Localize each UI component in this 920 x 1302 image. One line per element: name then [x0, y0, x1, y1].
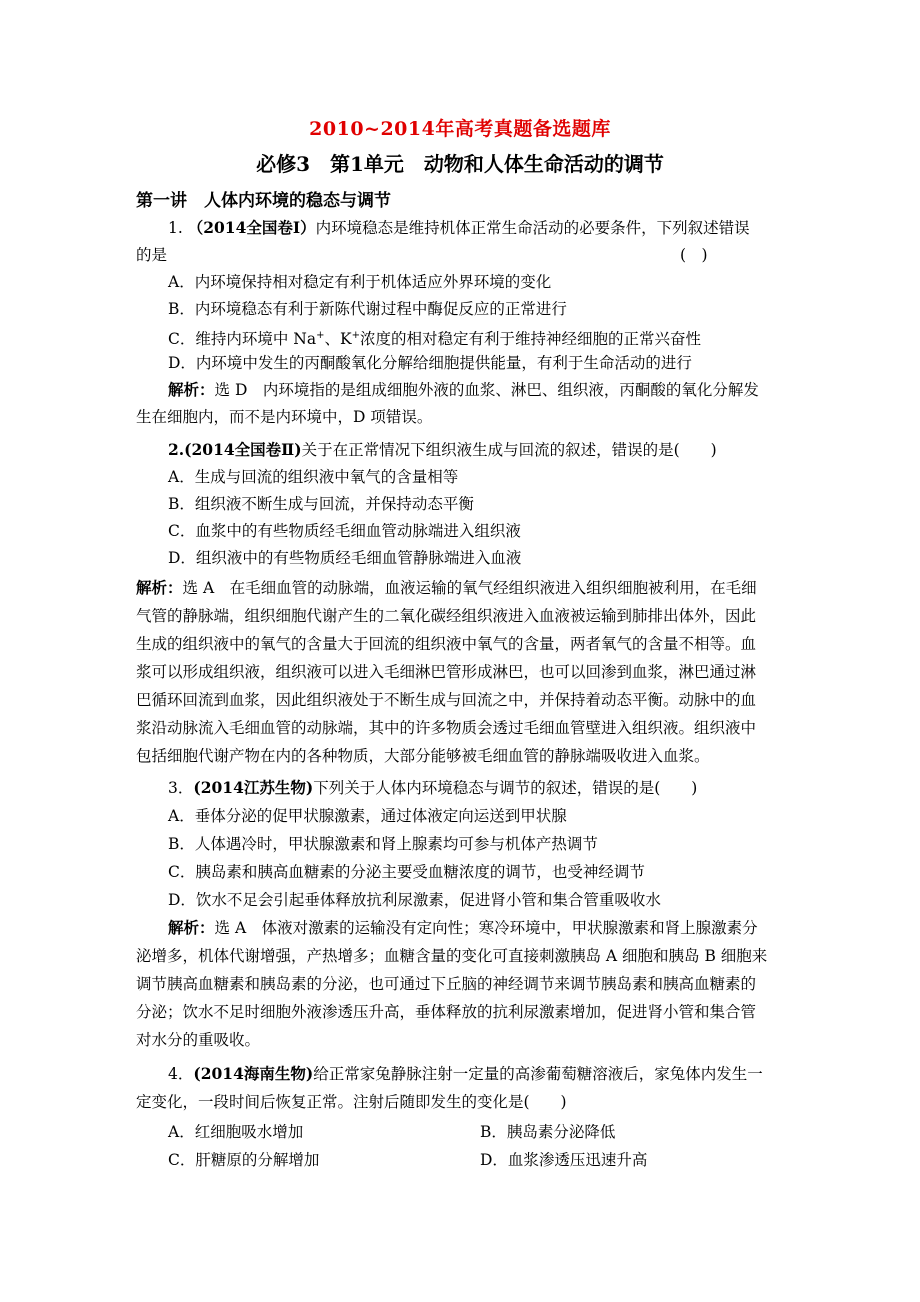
q1-stem-text: 内环境稳态是维持机体正常生命活动的必要条件，下列叙述错误	[315, 219, 750, 237]
q1-option-a: A．内环境保持相对稳定有利于机体适应外界环境的变化	[168, 273, 552, 291]
q2-stem-text: 关于在正常情况下组织液生成与回流的叙述，错误的是( )	[301, 441, 717, 459]
q1-option-c	[168, 326, 701, 349]
q1-stem-line-2: 的是	[136, 246, 168, 264]
q1-option-c-text-2: 、K	[324, 330, 352, 348]
q1-analysis-line-2: 生在细胞内，而不是内环境中，D 项错误。	[136, 408, 433, 426]
q4-stem-line-2: 定变化，一段时间后恢复正常。注射后随即发生的变化是( )	[136, 1093, 567, 1111]
q2-option-d: D．组织液中的有些物质经毛细血管静脉端进入血液	[168, 549, 522, 567]
q1-option-c-text-3: 浓度的相对稳定有利于维持神经细胞的正常兴奋性	[359, 330, 701, 348]
q2-option-a: A．生成与回流的组织液中氧气的含量相等	[168, 468, 459, 486]
unit-title: 必修3 第1单元 动物和人体生命活动的调节	[256, 152, 664, 176]
q2-option-b: B．组织液不断生成与回流，并保持动态平衡	[168, 495, 474, 513]
q1-analysis-line-1	[168, 380, 759, 400]
q1-option-c-sup-2: +	[351, 330, 360, 341]
q1-answer-paren: ( )	[680, 246, 708, 264]
q3-analysis-line-2: 泌增多，机体代谢增强，产热增多；血糖含量的变化可直接刺激胰岛 A 细胞和胰岛 B 细胞来	[136, 947, 768, 965]
q3-number: 3．	[168, 779, 194, 797]
q3-analysis-line-3: 调节胰高血糖素和胰岛素的分泌，也可通过下丘脑的神经调节来调节胰岛素和胰高血糖素的	[136, 975, 757, 993]
q1-source: （2014全国卷Ⅰ）	[187, 218, 316, 237]
q4-option-d: D．血浆渗透压迅速升高	[480, 1151, 648, 1169]
q3-analysis-line-4: 分泌；饮水不足时细胞外液渗透压升高，垂体释放的抗利尿激素增加，促进肾小管和集合管	[136, 1003, 757, 1021]
q1-number: 1.	[168, 219, 183, 237]
q2-analysis-text: 选 A 在毛细血管的动脉端，血液运输的氧气经组织液进入组织细胞被利用，在毛细	[182, 579, 757, 597]
q3-option-a: A．垂体分泌的促甲状腺激素，通过体液定向运送到甲状腺	[168, 807, 567, 825]
q4-option-c: C．肝糖原的分解增加	[168, 1151, 320, 1169]
q3-source: (2014江苏生物)	[193, 778, 314, 797]
q4-number: 4．	[168, 1065, 194, 1083]
q1-option-c-text-1: C．维持内环境中 Na	[168, 330, 317, 348]
q4-option-b: B．胰岛素分泌降低	[480, 1123, 616, 1141]
q2-analysis-line-5: 巴循环回流到血浆，因此组织液处于不断生成与回流之中，并保持着动态平衡。动脉中的血	[136, 691, 757, 709]
q1-analysis-label: 解析：	[168, 380, 215, 399]
q2-option-c: C．血浆中的有些物质经毛细血管动脉端进入组织液	[168, 522, 521, 540]
q2-analysis-label: 解析：	[136, 578, 183, 597]
q4-source: (2014海南生物)	[193, 1064, 314, 1083]
q1-analysis-text: 选 D 内环境指的是组成细胞外液的血浆、淋巴、组织液，丙酮酸的氧化分解发	[214, 381, 759, 399]
q3-analysis-line-5: 对水分的重吸收。	[136, 1031, 261, 1049]
q2-number-source: 2.(2014全国卷Ⅱ)	[168, 440, 302, 459]
q3-stem-text: 下列关于人体内环境稳态与调节的叙述，错误的是( )	[313, 779, 698, 797]
q1-option-b: B．内环境稳态有利于新陈代谢过程中酶促反应的正常进行	[168, 300, 567, 318]
q2-analysis-line-1	[136, 578, 757, 598]
q3-option-b: B．人体遇冷时，甲状腺激素和肾上腺素均可参与机体产热调节	[168, 835, 598, 853]
q3-analysis-text: 选 A 体液对激素的运输没有定向性；寒冷环境中，甲状腺激素和肾上腺激素分	[214, 919, 758, 937]
q1-stem-line-1	[168, 218, 750, 238]
section-heading: 第一讲 人体内环境的稳态与调节	[136, 191, 391, 211]
q2-analysis-line-6: 浆沿动脉流入毛细血管的动脉端，其中的许多物质会透过毛细血管壁进入组织液。组织液中	[136, 719, 757, 737]
q4-stem-line-1	[168, 1064, 763, 1084]
q1-option-c-sup-1: +	[316, 330, 325, 341]
q2-stem	[168, 440, 717, 460]
q3-analysis-label: 解析：	[168, 918, 215, 937]
q3-stem	[168, 778, 697, 798]
q3-option-d: D．饮水不足会引起垂体释放抗利尿激素，促进肾小管和集合管重吸收水	[168, 891, 661, 909]
q1-option-d: D．内环境中发生的丙酮酸氧化分解给细胞提供能量，有利于生命活动的进行	[168, 354, 692, 372]
q3-option-c: C．胰岛素和胰高血糖素的分泌主要受血糖浓度的调节，也受神经调节	[168, 863, 645, 881]
q4-stem-text: 给正常家兔静脉注射一定量的高渗葡萄糖溶液后，家兔体内发生一	[313, 1065, 763, 1083]
q2-analysis-line-7: 包括细胞代谢产物在内的各种物质，大部分能够被毛细血管的静脉端吸收进入血浆。	[136, 747, 710, 765]
q4-option-a: A．红细胞吸水增加	[168, 1123, 304, 1141]
q2-analysis-line-4: 浆可以形成组织液，组织液可以进入毛细淋巴管形成淋巴，也可以回渗到血浆，淋巴通过淋	[136, 663, 757, 681]
q2-analysis-line-2: 气管的静脉端，组织细胞代谢产生的二氧化碳经组织液进入血液被运输到肺排出体外，因此	[136, 607, 757, 625]
q3-analysis-line-1	[168, 918, 758, 938]
document-title: 2010~2014年高考真题备选题库	[309, 118, 611, 140]
q2-analysis-line-3: 生成的组织液中的氧气的含量大于回流的组织液中氧气的含量，两者氧气的含量不相等。血	[136, 635, 757, 653]
